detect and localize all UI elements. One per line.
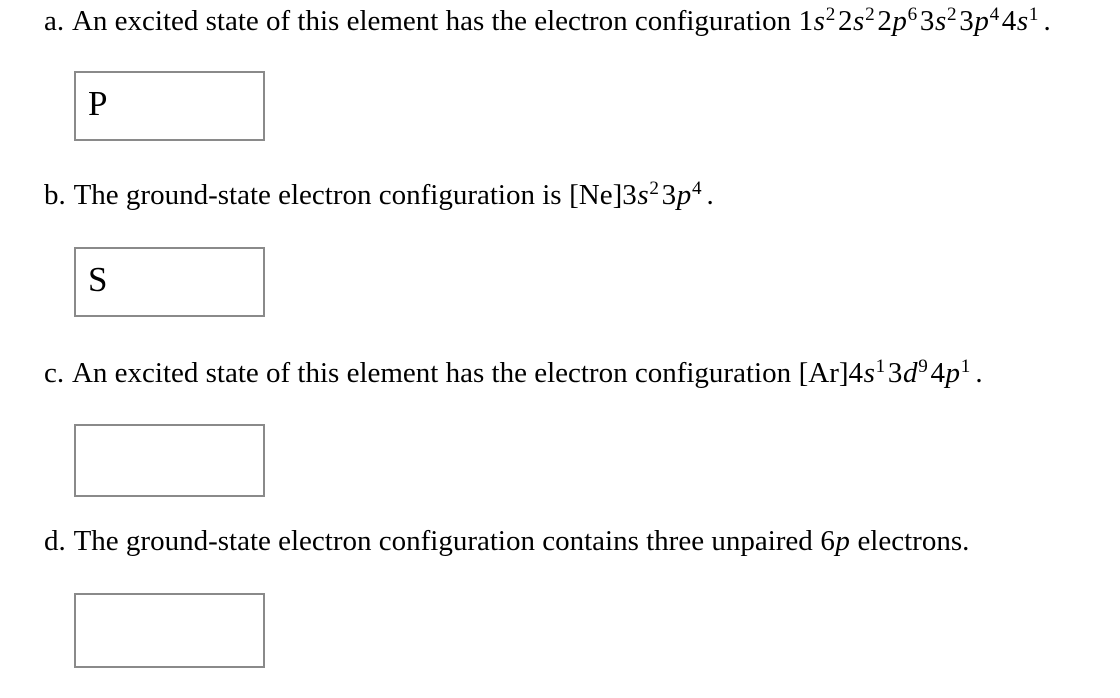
formula-token-num: 1 <box>798 5 814 37</box>
formula-token-num: 4 <box>1001 5 1017 37</box>
question-d-text <box>44 524 969 559</box>
question-d-formula <box>820 525 850 557</box>
formula-token-num: [Ar] <box>798 357 849 389</box>
formula-token-num: 6 <box>820 525 835 557</box>
formula-token-var: p <box>892 5 907 37</box>
question-a-body: An excited state of this element has the electron configuration <box>71 5 792 37</box>
answer-input-c[interactable] <box>74 424 265 497</box>
formula-token-sup: 1 <box>875 356 886 378</box>
formula-token-var: s <box>813 5 825 37</box>
formula-token-num: 4 <box>930 357 945 389</box>
formula-token-num: 2 <box>877 5 892 37</box>
formula-token-sup: 2 <box>947 4 957 26</box>
formula-token-var: p <box>835 525 850 557</box>
question-a-label: a. <box>44 5 65 37</box>
question-b-label: b. <box>44 179 66 211</box>
formula-token-sup: 2 <box>825 4 836 26</box>
formula-token-punct: . <box>975 357 983 389</box>
formula-token-punct: . <box>706 179 714 211</box>
answer-input-a[interactable] <box>74 71 265 141</box>
question-b-text <box>44 178 714 213</box>
formula-token-sup: 1 <box>960 356 971 378</box>
question-b-formula <box>569 179 714 211</box>
answer-input-b[interactable] <box>74 247 265 317</box>
formula-token-sup: 6 <box>907 4 918 26</box>
formula-token-sup: 2 <box>649 178 659 200</box>
formula-token-punct: . <box>1043 5 1051 37</box>
formula-token-num: 3 <box>661 179 677 211</box>
question-c-label: c. <box>44 357 65 389</box>
question-d-body: The ground-state electron configuration contains three unpaired <box>73 525 813 557</box>
formula-token-num: 4 <box>848 357 864 389</box>
formula-token-var: p <box>676 179 692 211</box>
formula-token-num: 2 <box>837 5 853 37</box>
question-d-after-text: electrons. <box>857 525 970 557</box>
question-a-text <box>44 4 1051 39</box>
formula-token-var: p <box>974 5 989 37</box>
formula-token-sup: 9 <box>918 356 928 378</box>
formula-token-var: s <box>853 5 865 37</box>
formula-token-sup: 4 <box>989 4 1000 26</box>
formula-token-num: 3 <box>919 5 935 37</box>
formula-token-var: s <box>863 357 875 389</box>
formula-token-var: p <box>945 357 961 389</box>
formula-token-var: s <box>637 179 649 211</box>
question-c-body: An excited state of this element has the electron configuration <box>71 357 792 389</box>
formula-token-var: d <box>902 357 918 389</box>
formula-token-sup: 4 <box>691 178 702 200</box>
formula-token-num: [Ne] <box>569 179 623 211</box>
question-d-label: d. <box>44 525 66 557</box>
formula-token-sup: 2 <box>865 4 875 26</box>
question-c-text <box>44 356 983 391</box>
formula-token-sup: 1 <box>1028 4 1039 26</box>
answer-input-d[interactable] <box>74 593 265 668</box>
formula-token-var: s <box>934 5 947 37</box>
question-c-formula <box>799 357 983 389</box>
formula-token-num: 3 <box>622 179 637 211</box>
formula-token-num: 3 <box>887 357 903 389</box>
formula-token-var: s <box>1016 5 1029 37</box>
question-a-formula <box>799 5 1051 37</box>
formula-token-num: 3 <box>959 5 974 37</box>
question-b-body: The ground-state electron configuration is <box>73 179 562 211</box>
